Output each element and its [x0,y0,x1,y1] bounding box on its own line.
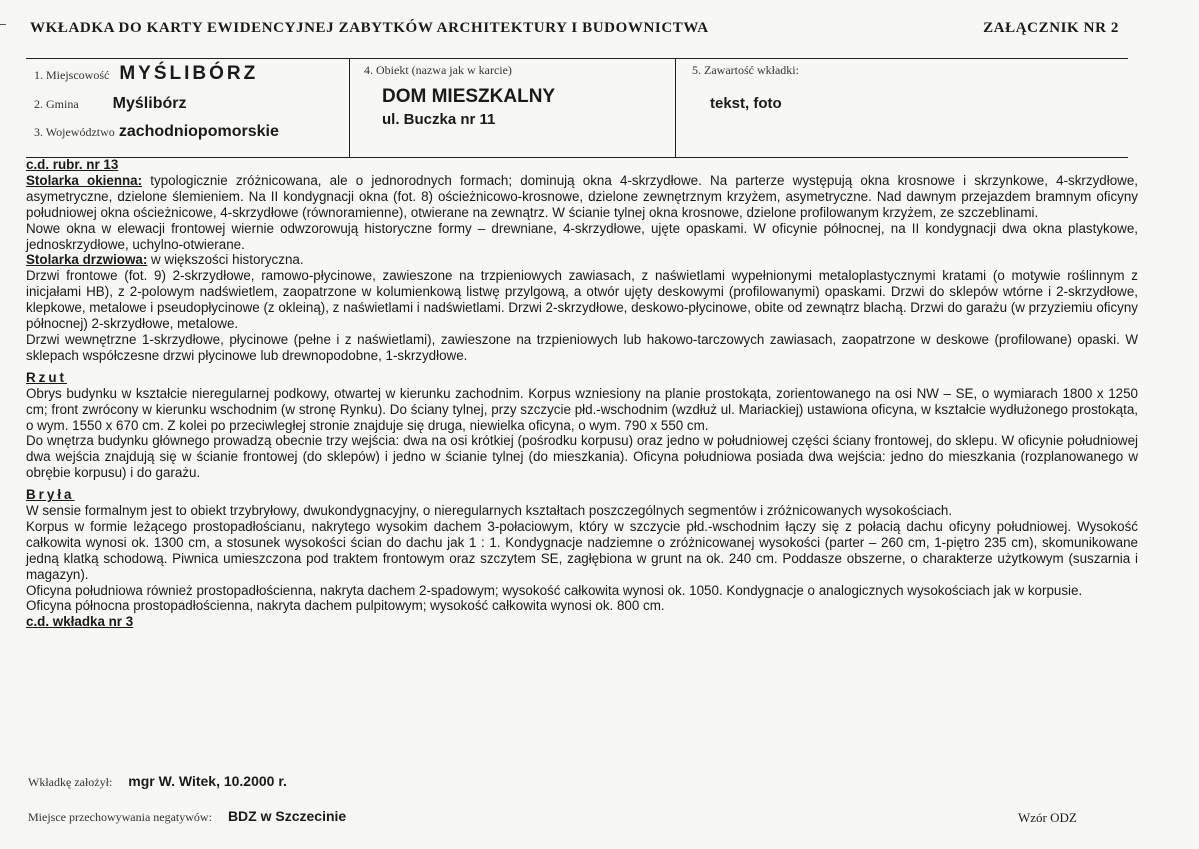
gmina-label: 2. Gmina [34,97,79,111]
wojewodztwo-value: zachodniopomorskie [118,123,279,140]
zawartosc-value: tekst, foto [710,95,782,112]
stolarka-drzwiowa-text3: Drzwi wewnętrzne 1-skrzydłowe, płycinowe (pełne i z naświetlami), zawieszone na trzpieniowych lub hakowo-tarczowych zawiasach, zaopatrzone w deskowe (profilowane) opaski. W sklepach współczesne drzwi płycinowe lub drewnopodobne, 1-skrzydłowe. [26,331,1138,363]
bryla-text1: W sensie formalnym jest to obiekt trzybryłowy, dwukondygnacyjny, o nieregularnych kształtach poszczególnych segmentów i zróżnicowanych wysokościach. [26,503,953,519]
author-row [28,773,287,790]
obiekt-name: DOM MIESZKALNY [382,86,556,107]
rzut-text1: Obrys budynku w kształcie nieregularnej podkowy, otwartej w kierunku zachodnim. Korpus wzniesiony na planie prostokąta, zorientowanego na osi NW – SE, o wymiarach 1800 x 1250 cm; front zwrócony w kierunku wschodnim (w stronę Rynku). Do ściany tylnej, przy szczycie płd.-wschodnim (wzdłuż ul. Mariackiej) ustawiona oficyna, w kształcie wydłużonego prostokąta, o wym. 1550 x 670 cm. Z kolei po przeciwległej stronie znajduje się druga, niewielka oficyna, o wym. 790 x 550 cm. [26,385,1138,433]
next-insert-label: c.d. wkładka nr 3 [26,614,134,630]
negatives-row [28,808,346,825]
gmina-value: Myślibórz [112,95,187,112]
stolarka-drzwiowa-text1: w większości historyczna. [147,252,304,268]
bryla-text4: Oficyna północna prostopadłościenna, nakryta dachem pulpitowym; wysokość całkowita wynosi ok. 800 cm. [26,598,665,614]
page-header [30,20,1119,37]
stolarka-okienna-para1 [26,173,1138,221]
location-cell [26,59,350,157]
content-cell [676,59,1128,157]
rzut-text2: Do wnętrza budynku głównego prowadzą obecnie trzy wejścia: dwa na osi krótkiej (pośrodku korpusu) oraz jedno w południowej części ściany frontowej, do sklepu. W oficynie południowej dwa wejścia znajdują się w ścianie frontowej (do sklepów) i jedno w ścianie tylnej (do mieszkania). Oficyna południowa posiada dwa wejścia: jedno do mieszkania (rozplanowanego w obrębie korpusu) i do garażu. [26,433,1138,481]
stolarka-okienna-heading: Stolarka okienna: [26,172,143,188]
stolarka-okienna-text2: Nowe okna w elewacji frontowej wiernie odwzorowują historyczne formy – drewniane, 4-skrzydłowe, ujęte opaskami. W oficynie północnej, na II kondygnacji dwa okna plastykowe, jednoskrzydłowe, uchylno-otwierane. [26,220,1138,252]
continuation-label: c.d. rubr. nr 13 [26,157,119,172]
stolarka-drzwiowa-text2: Drzwi frontowe (fot. 9) 2-skrzydłowe, ramowo-płycinowe, zawieszone na trzpieniowych zawiasach, z naświetlami wypełnionymi metaloplastycznymi kratami (o motywie roślinnym z inicjałami HB), z 2-polowym nadświetlem, zaopatrzone w kolumienkową listwę przylgową, a otwór ujęty deskowymi (profilowanymi) opaskami. Drzwi do sklepów wtórne i 2-skrzydłowe, klepkowe, metalowe i pseudopłycinowe (z okleiną), z naświetlami i nadświetlami. Drzwi 2-skrzydłowe, deskowo-płycinowe, obite od zewnątrz blachą. Drzwi do garażu (w przyziemiu oficyny północnej) 2-skrzydłowe, metalowe. [26,268,1138,332]
wojewodztwo-row [34,123,279,141]
author-label: Wkładkę założył: [28,775,113,789]
obiekt-label: 4. Obiekt (nazwa jak w karcie) [364,63,512,77]
info-grid [26,58,1128,158]
edge-mark [0,24,6,25]
form-title: WKŁADKA DO KARTY EWIDENCYJNEJ ZABYTKÓW ARCHITEKTURY I BUDOWNICTWA [30,20,709,36]
gmina-row [34,95,186,113]
object-cell [350,59,676,157]
negatives-label: Miejsce przechowywania negatywów: [28,810,212,824]
bryla-text3: Oficyna południowa również prostopadłościenna, nakryta dachem 2-spadowym; wysokość całkowita wynosi ok. 1050. Kondygnacje o analogicznych wysokościach jak w korpusie. [26,582,1083,598]
rzut-heading: Rzut [26,369,68,385]
description-body [26,157,1138,630]
negatives-value: BDZ w Szczecinie [227,808,347,824]
miejscowosc-label: 1. Miejscowość [34,68,110,82]
bryla-text2: Korpus w formie leżącego prostopadłościanu, nakrytego wysokim dachem 3-połaciowym, który w szczycie płd.-wschodnim łączy się z połacią dachu oficyny południowej. Wysokość całkowita wynosi ok. 1300 cm, a stosunek wysokości ścian do dachu jak 1 : 1. Kondygnacje nadziemne o zróżnicowanej wysokości (parter – 260 cm, 1-piętro 235 cm), skomunikowane jedną klatką schodową. Piwnica umieszczona pod traktem frontowym oraz szczytem SE, zagłębiona w grunt na ok. 240 cm. Poddasze obszerne, o charakterze użytkowym (suszarnia i magazyn). [26,518,1138,582]
obiekt-address: ul. Buczka nr 11 [382,111,496,128]
stolarka-drzwiowa-para1 [26,252,1138,268]
annex-number: ZAŁĄCZNIK NR 2 [983,20,1119,36]
bryla-heading: Bryła [26,487,75,503]
author-value: mgr W. Witek, 10.2000 r. [128,773,287,789]
zawartosc-label: 5. Zawartość wkładki: [692,63,799,77]
miejscowosc-row [34,63,258,85]
stolarka-drzwiowa-heading: Stolarka drzwiowa: [26,252,148,268]
wojewodztwo-label: 3. Województwo [34,125,115,139]
stolarka-okienna-text1: typologicznie zróżnicowana, ale o jednorodnych formach; dominują okna 4-skrzydłowe. Na parterze występują okna krosnowe i skrzynkowe, 4-skrzydłowe, asymetryczne, dzielone ślemieniem. Na II kondygnacji okna (fot. 8) ościeżnicowo-krosnowe, dzielone zewnętrznym krzyżem, asymetryczne. Nad dawnym przejazdem bramnym oficyny południowej okna ościeżnicowe, 4-skrzydłowe (równoramienne), otwierane na zewnątrz. W ścianie tylnej okna krosnowe, dzielone profilowanym krzyżem, ze szczeblinami. [26,172,1138,220]
miejscowosc-value: MYŚLIBÓRZ [119,63,259,84]
form-template-id: Wzór ODZ [1018,810,1077,825]
